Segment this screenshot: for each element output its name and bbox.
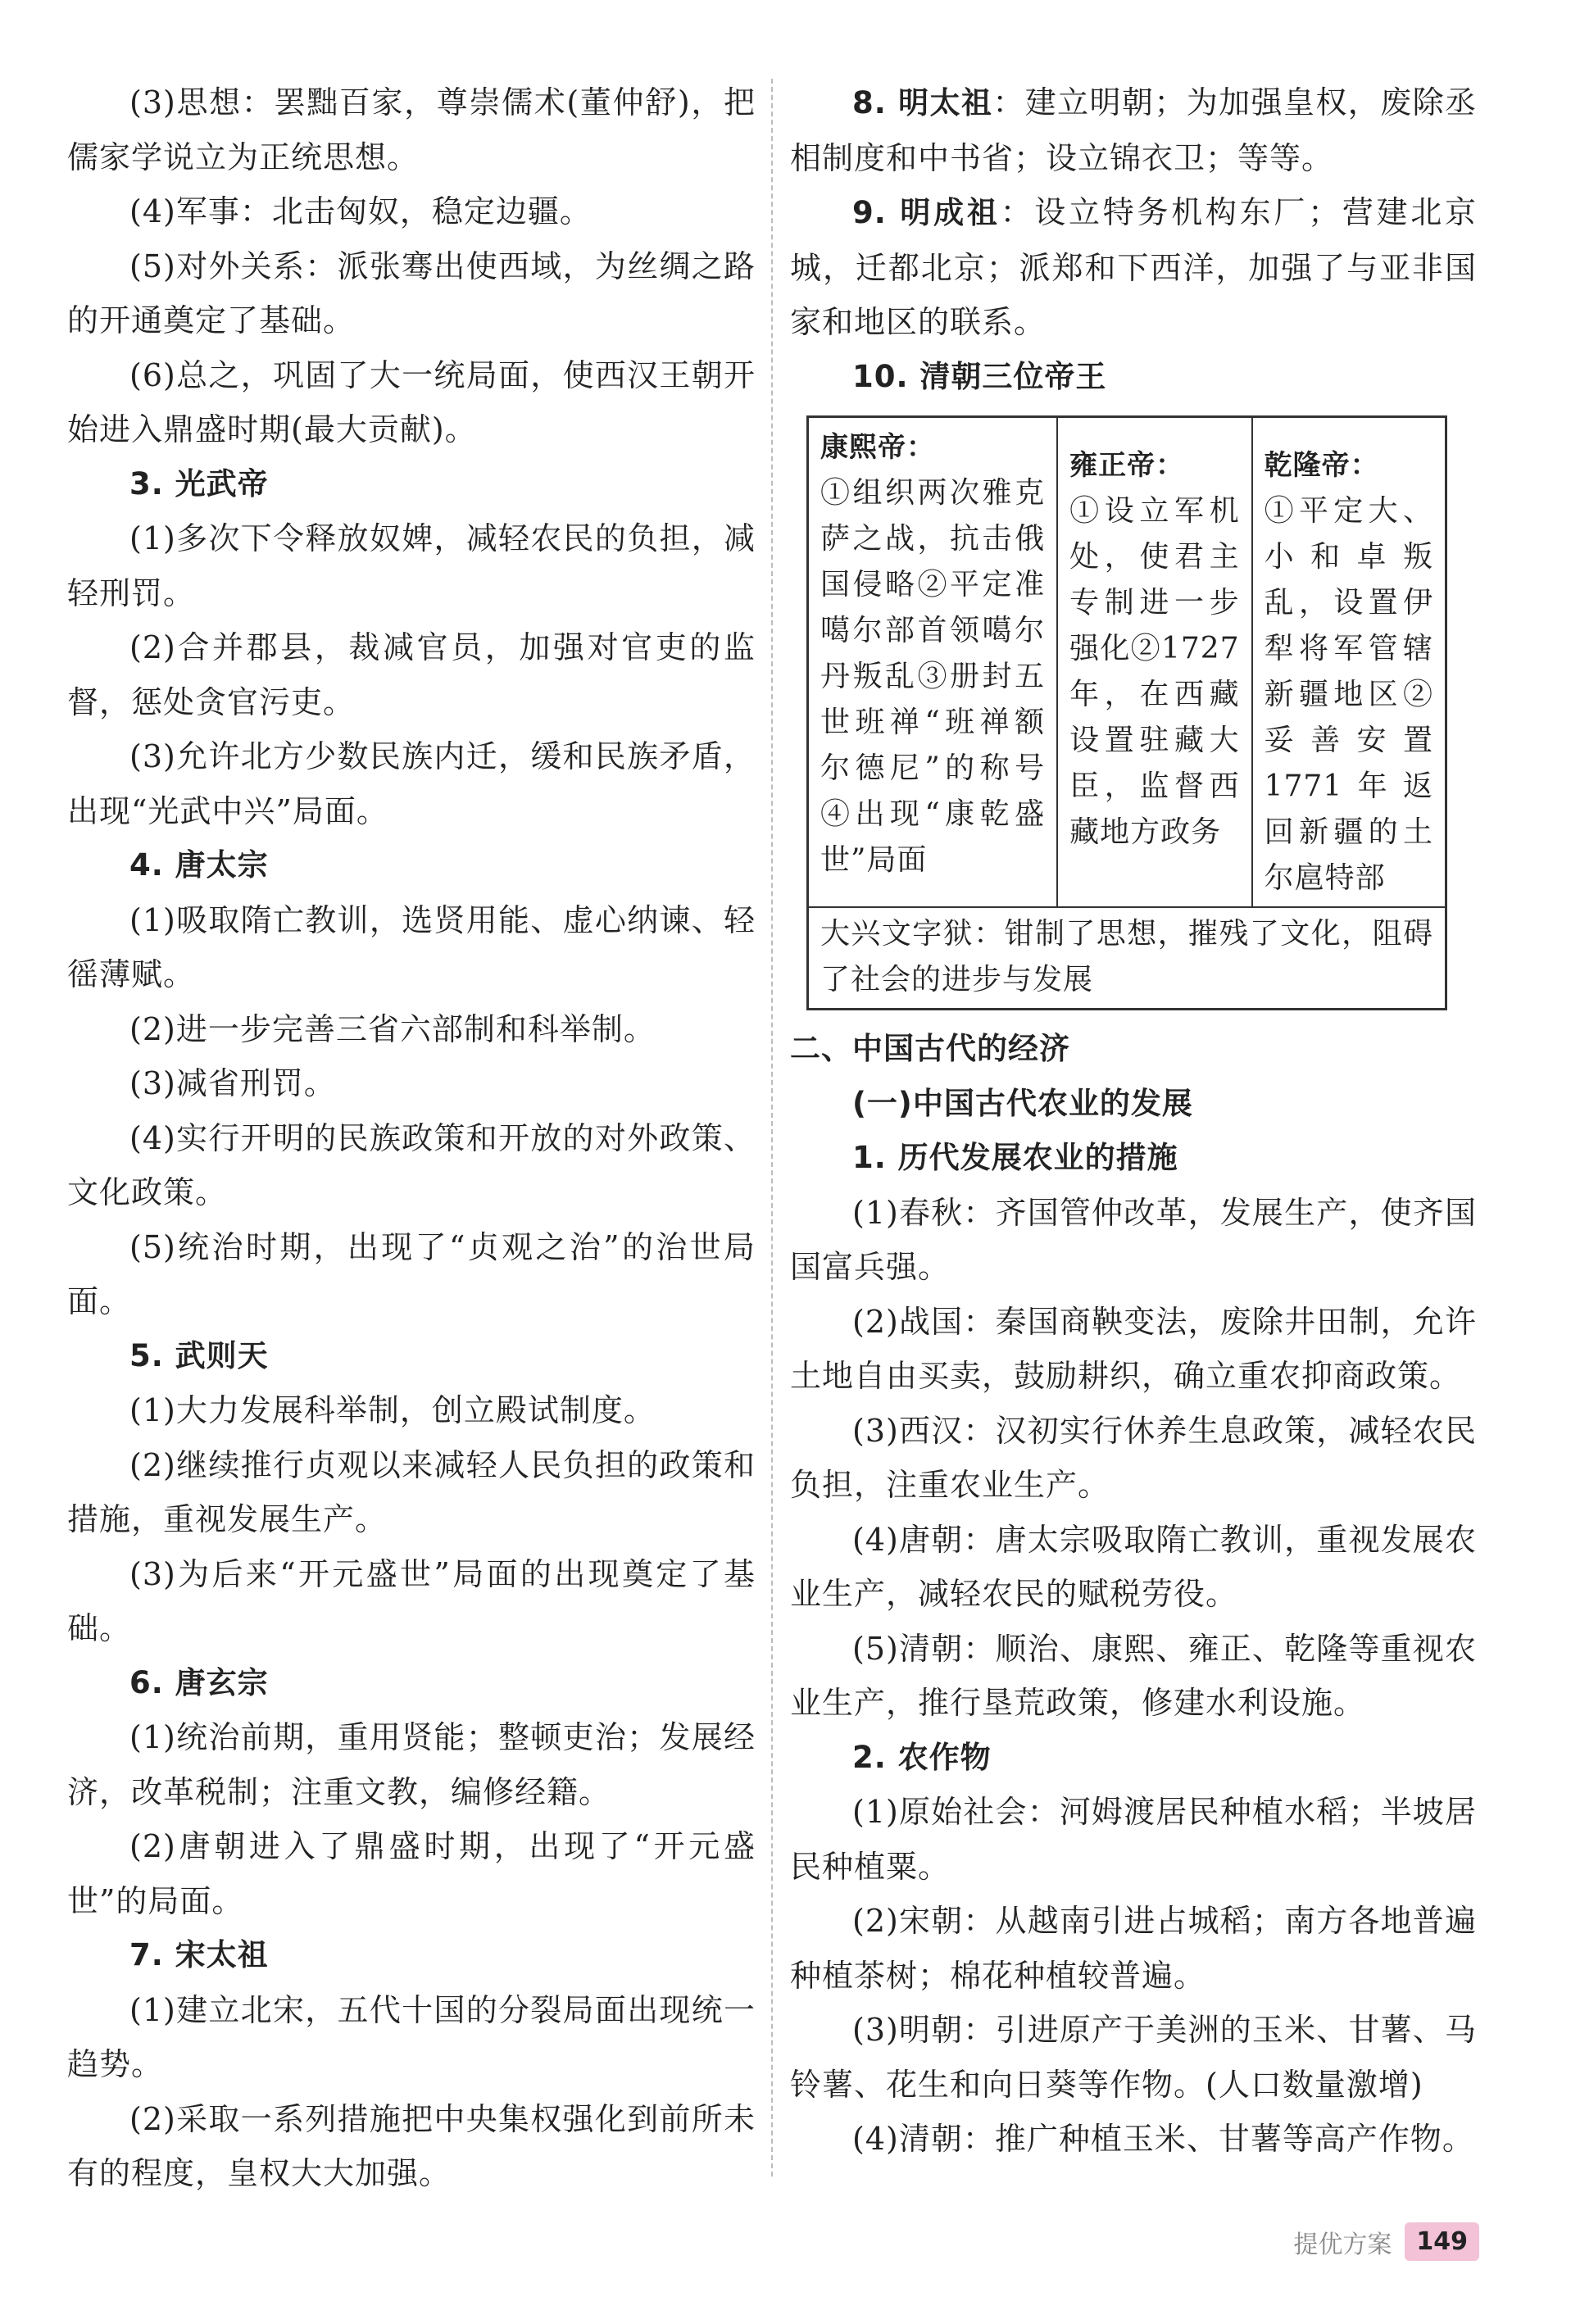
paragraph: (1)多次下令释放奴婢，减轻农民的负担，减轻刑罚。 [67,520,756,611]
section-heading: 5. 武则天 [129,1337,269,1373]
right-column [790,75,1477,2167]
section-heading: 1. 历代发展农业的措施 [852,1140,1178,1175]
yongzheng-cell [1057,417,1252,908]
paragraph: (2)战国：秦国商鞅变法，废除井田制，允许土地自由买卖，鼓励耕织，确立重农抑商政策。 [790,1303,1477,1394]
paragraph: (2)采取一系列措施把中央集权强化到前所未有的程度，皇权大大加强。 [67,2100,756,2191]
yongzheng-text: ①设立军机处，使君主专制进一步强化②1727年，在西藏设置驻藏大臣，监督西藏地方政务 [1069,494,1240,849]
section-heading: 7. 宋太祖 [129,1937,269,1972]
paragraph-text: ：设立特务机构东厂；营建北京城，迁都北京；派郑和下西洋，加强了与亚非国家和地区的联系。 [790,194,1477,340]
column-divider [771,79,773,2176]
paragraph: (1)大力发展科举制，创立殿试制度。 [129,1392,656,1428]
paragraph: (1)春秋：齐国管仲改革，发展生产，使齐国国富兵强。 [790,1194,1477,1285]
section-heading: 3. 光武帝 [129,465,269,502]
kangxi-text: ①组织两次雅克萨之战，抗击俄国侵略②平定准噶尔部首领噶尔丹叛乱③册封五世班禅“班禅额尔德尼”的称号④出现“康乾盛世”局面 [820,476,1046,877]
paragraph: (2)宋朝：从越南引进占城稻；南方各地普遍种植茶树；棉花种植较普遍。 [790,1903,1477,1994]
kangxi-cell [808,417,1058,908]
paragraph-lead: 9. 明成祖 [852,195,1001,230]
paragraph: (1)原始社会：河姆渡居民种植水稻；半坡居民种植粟。 [790,1794,1477,1885]
paragraph: (2)继续推行贞观以来减轻人民负担的政策和措施，重视发展生产。 [67,1446,756,1537]
paragraph: (3)思想：罢黜百家，尊崇儒术(董仲舒)，把儒家学说立为正统思想。 [67,84,756,175]
page-number: 149 [1405,2222,1479,2261]
paragraph: (2)唐朝进入了鼎盛时期，出现了“开元盛世”的局面。 [67,1828,756,1919]
paragraph-text: ：建立明朝；为加强皇权，废除丞相制度和中书省；设立锦衣卫；等等。 [790,84,1477,176]
paragraph: (3)允许北方少数民族内迁，缓和民族矛盾，出现“光武中兴”局面。 [67,738,756,829]
kangxi-title: 康熙帝： [820,431,935,464]
paragraph: (4)军事：北击匈奴，稳定边疆。 [129,193,592,229]
paragraph: (3)明朝：引进原产于美洲的玉米、甘薯、马铃薯、花生和向日葵等作物。(人口数量激增) [790,2012,1477,2103]
paragraph: (1)统治前期，重用贤能；整顿吏治；发展经济，改革税制；注重文教，编修经籍。 [67,1719,756,1810]
right-column-top [790,75,1477,404]
section-heading: (一)中国古代农业的发展 [852,1085,1193,1121]
section-heading: 6. 唐玄宗 [129,1664,269,1700]
paragraph [790,75,1477,185]
section-heading: 4. 唐太宗 [129,847,269,883]
section-heading: 二、中国古代的经济 [790,1031,1070,1066]
yongzheng-title: 雍正帝： [1069,449,1185,482]
paragraph: (4)唐朝：唐太宗吸取隋亡教训，重视发展农业生产，减轻农民的赋税劳役。 [790,1521,1477,1612]
paragraph [790,185,1477,350]
paragraph: (5)统治时期，出现了“贞观之治”的治世局面。 [67,1228,756,1319]
paragraph: (4)清朝：推广种植玉米、甘薯等高产作物。 [852,2121,1474,2157]
paragraph: (2)进一步完善三省六部制和科举制。 [129,1010,656,1047]
left-column [67,75,756,2201]
section-heading: 10. 清朝三位帝王 [852,358,1107,394]
paragraph: (1)吸取隋亡教训，选贤用能、虚心纳谏、轻徭薄赋。 [67,901,756,992]
table-footer-note: 大兴文字狱：钳制了思想，摧残了文化，阻碍了社会的进步与发展 [808,907,1446,1010]
qianlong-text: ①平定大、小和卓叛乱，设置伊犁将军管辖新疆地区②妥善安置1771年返回新疆的土尔扈特部 [1264,494,1433,895]
qianlong-cell [1252,417,1446,908]
section-heading: 2. 农作物 [852,1739,992,1775]
paragraph: (3)西汉：汉初实行休养生息政策，减轻农民负担，注重农业生产。 [790,1412,1477,1503]
brand-label: 提优方案 [1293,2230,1392,2259]
paragraph: (5)清朝：顺治、康熙、雍正、乾隆等重视农业生产，推行垦荒政策，修建水利设施。 [790,1630,1477,1721]
paragraph: (2)合并郡县，裁减官员，加强对官吏的监督，惩处贪官污吏。 [67,629,756,720]
paragraph: (4)实行开明的民族政策和开放的对外政策、文化政策。 [67,1119,756,1210]
paragraph: (5)对外关系：派张骞出使西域，为丝绸之路的开通奠定了基础。 [67,247,756,338]
page-footer [1293,2222,1479,2261]
paragraph: (6)总之，巩固了大一统局面，使西汉王朝开始进入鼎盛时期(最大贡献)。 [67,356,756,447]
right-column-bottom [790,1022,1477,2167]
paragraph-lead: 8. 明太祖 [852,85,993,120]
paragraph: (3)减省刑罚。 [129,1065,336,1101]
paragraph: (3)为后来“开元盛世”局面的出现奠定了基础。 [67,1555,756,1646]
paragraph: (1)建立北宋，五代十国的分裂局面出现统一趋势。 [67,1991,756,2082]
qing-emperors-table [806,415,1447,1010]
qianlong-title: 乾隆帝： [1264,449,1379,482]
